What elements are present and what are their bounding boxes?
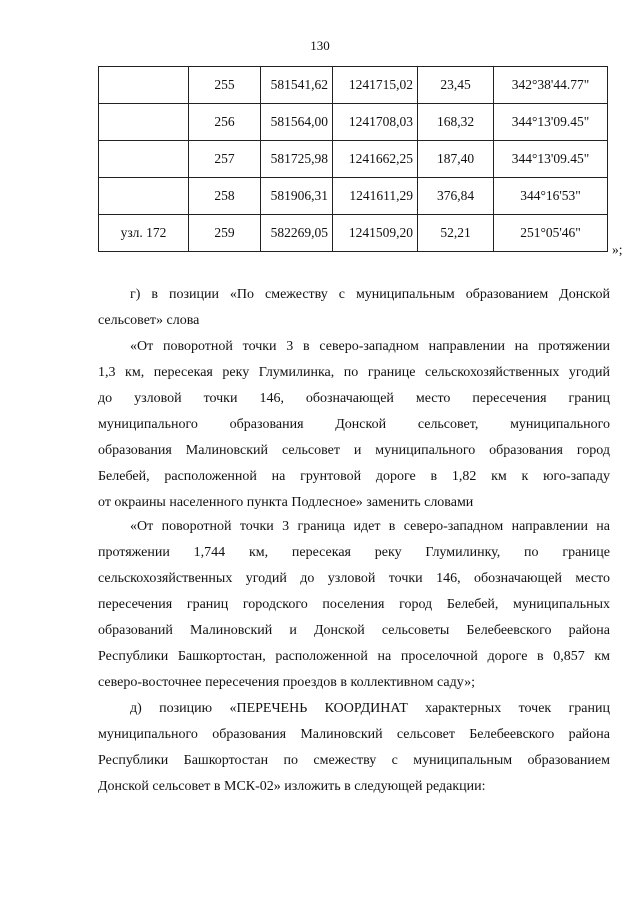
point-cell: 257 (189, 141, 261, 178)
angle-cell: 342°38'44.77" (494, 67, 608, 104)
text-line: 1,3 км, пересекая реку Глумилинка, по границе сельскохозяйственных угодий (98, 365, 610, 380)
text-line: Донской сельсовет в МСК-02» изложить в следующей редакции: (98, 779, 486, 794)
y-coordinate-cell: 1241509,20 (333, 215, 418, 252)
table-row (99, 141, 608, 178)
paragraph-new-wording (98, 514, 610, 696)
paragraph-old-wording (98, 334, 610, 516)
table-row (99, 67, 608, 104)
text-line: муниципального образования Малиновский сельсовет Белебеевского района (98, 727, 610, 742)
length-cell: 168,32 (418, 104, 494, 141)
text-line: северо-восточнее пересечения проездов в коллективном саду»; (98, 675, 475, 690)
angle-cell: 251°05'46" (494, 215, 608, 252)
point-cell: 255 (189, 67, 261, 104)
x-coordinate-cell: 581725,98 (261, 141, 333, 178)
y-coordinate-cell: 1241611,29 (333, 178, 418, 215)
page-number: 130 (310, 38, 330, 53)
x-coordinate-cell: 581541,62 (261, 67, 333, 104)
node-cell (99, 178, 189, 215)
coordinates-table (98, 66, 608, 252)
paragraph-g (98, 282, 610, 334)
length-cell: 376,84 (418, 178, 494, 215)
text-line: сельскохозяйственных угодий до узловой точки 146, обозначающей место (98, 571, 610, 586)
text-line: «От поворотной точки 3 в северо-западном направлении на протяжении (130, 339, 610, 354)
table-closing-quote: »; (612, 242, 623, 257)
text-line: пересечения границ городского поселения город Белебей, муниципальных (98, 597, 610, 612)
table-row (99, 104, 608, 141)
angle-cell: 344°13'09.45" (494, 104, 608, 141)
length-cell: 23,45 (418, 67, 494, 104)
text-line: от окраины населенного пункта Подлесное» заменить словами (98, 495, 474, 510)
point-cell: 258 (189, 178, 261, 215)
text-line: образования Малиновский сельсовет и муниципального образования город (98, 443, 610, 458)
angle-cell: 344°16'53" (494, 178, 608, 215)
text-line: «От поворотной точки 3 граница идет в северо-западном направлении на (130, 519, 610, 534)
paragraph-d (98, 696, 610, 800)
point-cell: 259 (189, 215, 261, 252)
point-cell: 256 (189, 104, 261, 141)
angle-cell: 344°13'09.45" (494, 141, 608, 178)
text-line: д) позицию «ПЕРЕЧЕНЬ КООРДИНАТ характерных точек границ (130, 701, 610, 716)
length-cell: 52,21 (418, 215, 494, 252)
x-coordinate-cell: 581564,00 (261, 104, 333, 141)
text-line: сельсовет» слова (98, 313, 200, 328)
text-line: муниципального образования Донской сельсовет, муниципального (98, 417, 610, 432)
text-line: протяжении 1,744 км, пересекая реку Глумилинку, по границе (98, 545, 610, 560)
text-line: Республики Башкортостан по смежеству с муниципальным образованием (98, 753, 610, 768)
node-cell (99, 67, 189, 104)
table-row (99, 215, 608, 252)
y-coordinate-cell: 1241715,02 (333, 67, 418, 104)
text-line: Белебей, расположенной на грунтовой дороге в 1,82 км к юго-западу (98, 469, 610, 484)
node-cell (99, 104, 189, 141)
text-line: до узловой точки 146, обозначающей место пересечения границ (98, 391, 610, 406)
node-cell (99, 141, 189, 178)
node-cell: узл. 172 (99, 215, 189, 252)
text-line: г) в позиции «По смежеству с муниципальным образованием Донской (130, 287, 610, 302)
y-coordinate-cell: 1241662,25 (333, 141, 418, 178)
x-coordinate-cell: 581906,31 (261, 178, 333, 215)
length-cell: 187,40 (418, 141, 494, 178)
x-coordinate-cell: 582269,05 (261, 215, 333, 252)
text-line: Республики Башкортостан, расположенной на проселочной дороге в 0,857 км (98, 649, 610, 664)
y-coordinate-cell: 1241708,03 (333, 104, 418, 141)
table-row (99, 178, 608, 215)
text-line: образований Малиновский и Донской сельсоветы Белебеевского района (98, 623, 610, 638)
